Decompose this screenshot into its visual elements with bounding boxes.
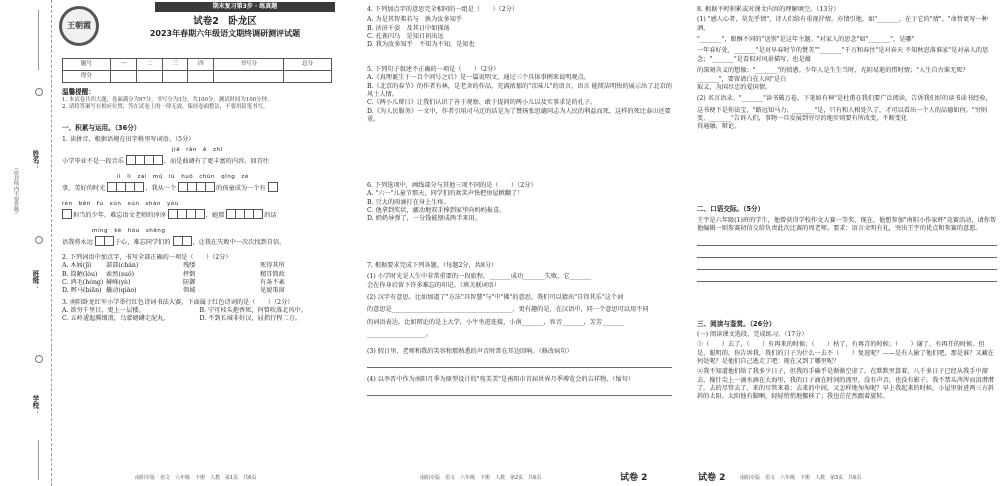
- score-table: [62, 58, 332, 83]
- writing-boxes[interactable]: [178, 182, 214, 195]
- option[interactable]: D. 我为汝多知乎 不知为不知，是知也: [367, 41, 475, 49]
- q7-part: 会在你身后留下许多难忘的印记。（填关联词语）: [367, 281, 501, 289]
- question-8: 8. 根据平时积累或对课文内容的理解填空。（13分）: [697, 6, 840, 13]
- answer-line[interactable]: [367, 358, 672, 368]
- q7-part: (2) 汉字有意思。比如加道了"方法"具智慧"与"中"佛"的意思，我们可以猜出"自得其乐"这个词: [367, 294, 624, 302]
- paper-label: 试卷 2: [698, 472, 726, 483]
- binding-margin: [0, 0, 52, 486]
- option: 防御: [183, 278, 196, 286]
- writing-boxes[interactable]: [126, 155, 162, 168]
- writing-boxes[interactable]: [226, 209, 262, 222]
- school-label: 学校：: [30, 395, 39, 415]
- option[interactable]: C. 孔雀闪乌 是知日初出远: [367, 33, 444, 41]
- q8-block: [697, 6, 997, 132]
- fill-line: [62, 209, 337, 222]
- q7-block: [367, 262, 672, 396]
- section-3: [697, 320, 997, 402]
- section-title: 二、口语交际。（5分）: [697, 205, 765, 213]
- q8-part: 取义，为国尽忠的爱国情。: [697, 83, 772, 91]
- pinyin-row: míng kè hòu shēng: [92, 227, 166, 234]
- paper-label: 试卷 2: [620, 472, 648, 483]
- q7-part: (3) 假日里，老师和我的笑容和那熟悉的声音时常在耳边回响。（修改病句）: [367, 347, 573, 355]
- section-title: 一、积累与运用。（36分）: [62, 124, 141, 132]
- option: 见貌策窗: [260, 287, 285, 295]
- question-5: 5. 下列句子叙述不正确的一项是（ ）（2分）: [367, 66, 500, 73]
- option[interactable]: D. 辫马(biān): [62, 287, 102, 295]
- q8-part: 一年春好处，_______"是对早春时节的赞美""_______"千万和春住"是对春天 不知秋思落谁家"是对亲人的思念；"_______"是看似对风景描写，也是蕴: [697, 47, 989, 63]
- name-label: 姓名：: [30, 150, 39, 170]
- writing-boxes[interactable]: [95, 236, 113, 249]
- binding-line: [38, 440, 39, 480]
- fill-line: [62, 182, 337, 195]
- binding-hole: [35, 88, 43, 96]
- score-cell[interactable]: [110, 71, 136, 83]
- text: ，而是曲调有了更丰富的内容。回首往: [163, 157, 269, 165]
- option[interactable]: D. 奶奶导弹了，一分钱能掰成两半来用。: [367, 215, 481, 223]
- binding-hole: [35, 236, 43, 244]
- score-cell[interactable]: [136, 71, 162, 83]
- option: 抨倒: [183, 270, 196, 278]
- option[interactable]: C. 鸿毛(hóng): [62, 278, 104, 286]
- fill-line: [62, 155, 337, 168]
- writing-boxes[interactable]: [268, 182, 277, 195]
- seal-note: （密封线内不要答题）: [13, 165, 20, 217]
- text: 的话: [264, 211, 277, 219]
- tips-title: 温馨提醒：: [62, 88, 95, 96]
- q8-part: (1) "感人心者，莫先乎情"，诗人们给有重视抒情。亦情引地，如"_______，在于它的"情"。"命哲更写一种酒，: [697, 16, 988, 32]
- score-cell[interactable]: [284, 71, 332, 83]
- section-3-sub: (一) 阅读课文选段，完成练习。（17分）: [697, 330, 808, 338]
- option[interactable]: A. 木屐(jī): [62, 262, 92, 270]
- question-3: 3. 南阳卧龙红军小学举行红色诗词书法大赛，下面属于红色诗词的是（ ）（2分）: [62, 298, 294, 306]
- score-header: 书写分: [214, 59, 284, 71]
- score-cell[interactable]: [214, 71, 284, 83]
- answer-line[interactable]: [367, 386, 672, 396]
- option[interactable]: C. 他拿到奖状，激动地双手捧到家里向妈妈报喜。: [367, 207, 506, 215]
- option[interactable]: A. "六一"儿童节那天，同学们的欢笑声快把房屋掀翻了！: [367, 190, 524, 198]
- answer-line[interactable]: [697, 260, 997, 270]
- option: 撬动(qiào): [106, 287, 137, 295]
- option[interactable]: D.《为人民服务》一文中，作者引用司马迁的话是为了赞扬张思德同志为人民的利益而死，这样的死比泰山还要重。: [367, 107, 671, 124]
- question-1: 1. 读拼音，根据语境在田字格里写词语。（5分）: [62, 135, 195, 143]
- score-cell[interactable]: [162, 71, 188, 83]
- option[interactable]: B. 筒陋(lòu): [62, 270, 98, 278]
- option[interactable]: B. 宁可枝头抱香死，何曾吹落北风中。: [199, 307, 307, 315]
- score-header: 一: [110, 59, 136, 71]
- q8-part: "_______"，眼酥不同的"送别"是这年主题。"对家人的思念"如"_______"，是哪": [697, 36, 915, 44]
- score-header: 四: [188, 59, 214, 71]
- question-7: 7. 根据要求完成下列各题。（每题2分，共8分）: [367, 262, 498, 269]
- score-row-label: 得分: [63, 71, 111, 83]
- text: 语我将永远: [62, 238, 93, 246]
- section-1: [62, 124, 337, 324]
- page-1: [55, 0, 340, 486]
- class-label: 班级：: [30, 270, 39, 290]
- text: 于心，难忘同学们的: [114, 238, 171, 246]
- section-2-text: 王宇是六年级(1)班的学生，他曾获得学校作文大赛一等奖，现在，他想参加"南阳小作家杯"竞赛活动，请你帮他编辑一则参赛初信交给负责此次比赛的周老师。要求：语言文明有礼，突出王宇的优点和参赛的意愿。: [697, 216, 997, 233]
- score-header: 二: [136, 59, 162, 71]
- binding-line: [38, 10, 39, 70]
- q7-part: 的词语表达。比如辩论的是上大学，小牛坐进连接，小南_______，容音_______，芳芳_______: [367, 318, 624, 326]
- text: ，我从一个: [145, 184, 177, 192]
- question-6: 6. 下列选项中，画线部分与其他三项不同的是（ ）（2分）: [367, 182, 537, 189]
- answer-line[interactable]: [697, 248, 997, 258]
- option: 精耳简政: [260, 270, 285, 278]
- option: 领域: [183, 287, 196, 295]
- option[interactable]: A. 欲穷千里目，更上一层楼。: [62, 307, 145, 315]
- options: [62, 262, 337, 295]
- option: 部部(chán): [106, 262, 139, 270]
- text: 事，美好的时光: [62, 184, 106, 192]
- option[interactable]: C. 五岭逶迤腾细浪，乌蒙磅礴走泥丸。: [62, 315, 170, 323]
- text: 的孩童成为一个有: [216, 184, 266, 192]
- pinyin-row: rèn bēn fú xún xún shàn yòu: [62, 201, 179, 208]
- page-2: [360, 0, 670, 486]
- q7-part: 的意思是_______________________________________。更有趣的是，在汉语中，同一个意思可以用不同: [367, 306, 649, 314]
- reading-paragraph: ①（ ）去了，（ ）有再来的时候；（ ）枯了，有再青的时候；（ ）谢了，有再开的时候。但是，聪明的，你告诉我，我们的日子为什么一去不（ ）复返呢？——是有人偷了他们吧，那是谁？又藏在何处呢？是他们自己逃走了吧：现在又到了哪里呢？: [697, 341, 994, 365]
- brand-logo: 王朝霞: [59, 6, 99, 46]
- writing-boxes[interactable]: [107, 182, 143, 195]
- option[interactable]: B. 济济千姿 及其日中如探汤: [367, 24, 450, 32]
- option[interactable]: A.《真理诞生于一百个问号之后》是一篇说明文，通过三个具体事例来说明观点。: [367, 74, 590, 82]
- option: 有条不紊: [260, 278, 285, 286]
- option[interactable]: B.《北京的春节》的作者有林，是老舍的作品，充满浓郁的"京味儿"的语言，语言 能简洁明快的展示出了北京的风土人情。: [367, 82, 672, 99]
- q7-part: (4) 以李晋中作为南阳月季为原型设计的"宛美美"是南阳市首届世界月季博览会的吉祥物。（缩句）: [367, 375, 635, 383]
- question-2: 2. 下列词语中加点字，书写全部正确的一项是（ ）（2分）: [62, 253, 232, 261]
- answer-line[interactable]: [697, 236, 997, 246]
- tip-item: 1. 本试卷共四大题，卷面满分为97分，书写分为3分，共100分，测试时间为100分钟。: [62, 96, 273, 103]
- tips: [62, 88, 337, 111]
- header-band: 期末复习第3步 · 练真题: [155, 2, 335, 12]
- option: 残缕: [183, 262, 196, 270]
- text: ，她那: [205, 211, 225, 219]
- text: 担当的少年。难忘语文老师的谆谆: [72, 211, 166, 219]
- text: 小学毕业不是一段音乐: [62, 157, 124, 165]
- option[interactable]: D. 不到长城非好汉，屈指行程二万。: [199, 315, 301, 323]
- section-title: 三、阅读与鉴赏。（26分）: [697, 320, 776, 328]
- text: ，让我在失败中一次次找到自信。: [192, 238, 286, 246]
- q7-part: (1) 小学时光是人生中非常重要的一段旅程，_______成功_______失败，它_______: [367, 273, 592, 281]
- writing-boxes[interactable]: [168, 209, 204, 222]
- writing-boxes[interactable]: [62, 209, 71, 222]
- q7-part: ___________________。: [367, 331, 432, 339]
- score-header: 三: [162, 59, 188, 71]
- score-cell[interactable]: [188, 71, 214, 83]
- question-4: 4. 下列加点字的意思完全相同的一组是（ ）（2分）: [367, 6, 519, 13]
- page-footer: 南阳专版 语文 六年级 下册 人教 第1页 共6页: [135, 475, 257, 482]
- fill-line: [62, 236, 337, 249]
- page-3: [690, 0, 995, 486]
- option: 赫峰(yè): [106, 278, 131, 286]
- pinyin-row: jiā rǎn ě zhī: [172, 147, 223, 154]
- page-footer: 南阳专版 语文 六年级 下册 人教 第3页 共6页: [740, 475, 862, 482]
- exam-title: 试卷2 卧龙区: [193, 16, 257, 27]
- exam-subtitle: 2023年春期六年级语文期终调研测评试题: [149, 29, 301, 38]
- score-header: 总分: [284, 59, 332, 71]
- reading-paragraph: ②我不知道他们给了我多少日子，但我的手确乎是渐渐空虚了。在默默里算着，八千多日子已经从我手中溜去，像针尖上一滴水滴在大海里，我的日子滴在时间的流里，没有声音，也没有影子。我不禁头涔涔而泪潸潸了。去的尽管去了，来的尽管来着；去来的中间，又怎样地匆匆呢？早上我起来的时候，小屋里射进两三方斜斜的太阳。太阳他有脚啊，轻轻悄悄地挪移了；我也茫茫然跟着旋转。: [697, 368, 994, 401]
- score-header: 题号: [63, 59, 111, 71]
- q6-block: [367, 182, 672, 224]
- q5-block: [367, 66, 672, 125]
- q8-part: 的深刻含义的想像；"_______"的愤懑。少年人是生生当时，光阴易逝的惜时情；"人生自古谁无死？_______"，要留请白在人间"是白: [697, 67, 969, 83]
- answer-line[interactable]: [697, 272, 997, 282]
- q8-part: (2) 名言语录。"_______"读书破万卷，下笔如有神"是杜甫在我们要广泛阅读，告诉我们好的读书读书经验，: [697, 95, 992, 103]
- tip-item: 2. 请将答案写在相应位置，答在试卷上的一律无效。保持卷面整洁，不要用铅笔书写。: [62, 104, 269, 111]
- option[interactable]: A. 为是其智弗若与 孰为汝多知乎: [367, 16, 463, 24]
- section-2: [697, 205, 997, 282]
- binding-hole: [35, 355, 43, 363]
- q8-part: 这书便下是你法宝，"路远知马力，_______"是，只有和人相处久了，才可以看出一个人的品德如何。"穷则变，_______"告诉人们，事物一旦发展到穷尽的地步则要有所改变，不断变化: [697, 106, 988, 122]
- options: [62, 307, 337, 324]
- option: 死得其所: [260, 262, 285, 270]
- page-footer: 南阳专版 语文 六年级 下册 人教 第2页 共6页: [420, 475, 542, 482]
- option: 索然(suǒ): [106, 270, 135, 278]
- pinyin-row: lì lì zài mù lú huǒ chún qīng zé: [117, 174, 249, 181]
- q4-block: [367, 6, 672, 50]
- option[interactable]: B. 豆大的雨滴打在身上生疼。: [367, 198, 450, 206]
- option[interactable]: C.《两小儿辩日》让我们认识了善于观察、敢于提问的两小儿以及实事求是的孔子。: [367, 99, 597, 107]
- writing-boxes[interactable]: [173, 236, 191, 249]
- q8-part: 得通融，辩论。: [697, 123, 741, 131]
